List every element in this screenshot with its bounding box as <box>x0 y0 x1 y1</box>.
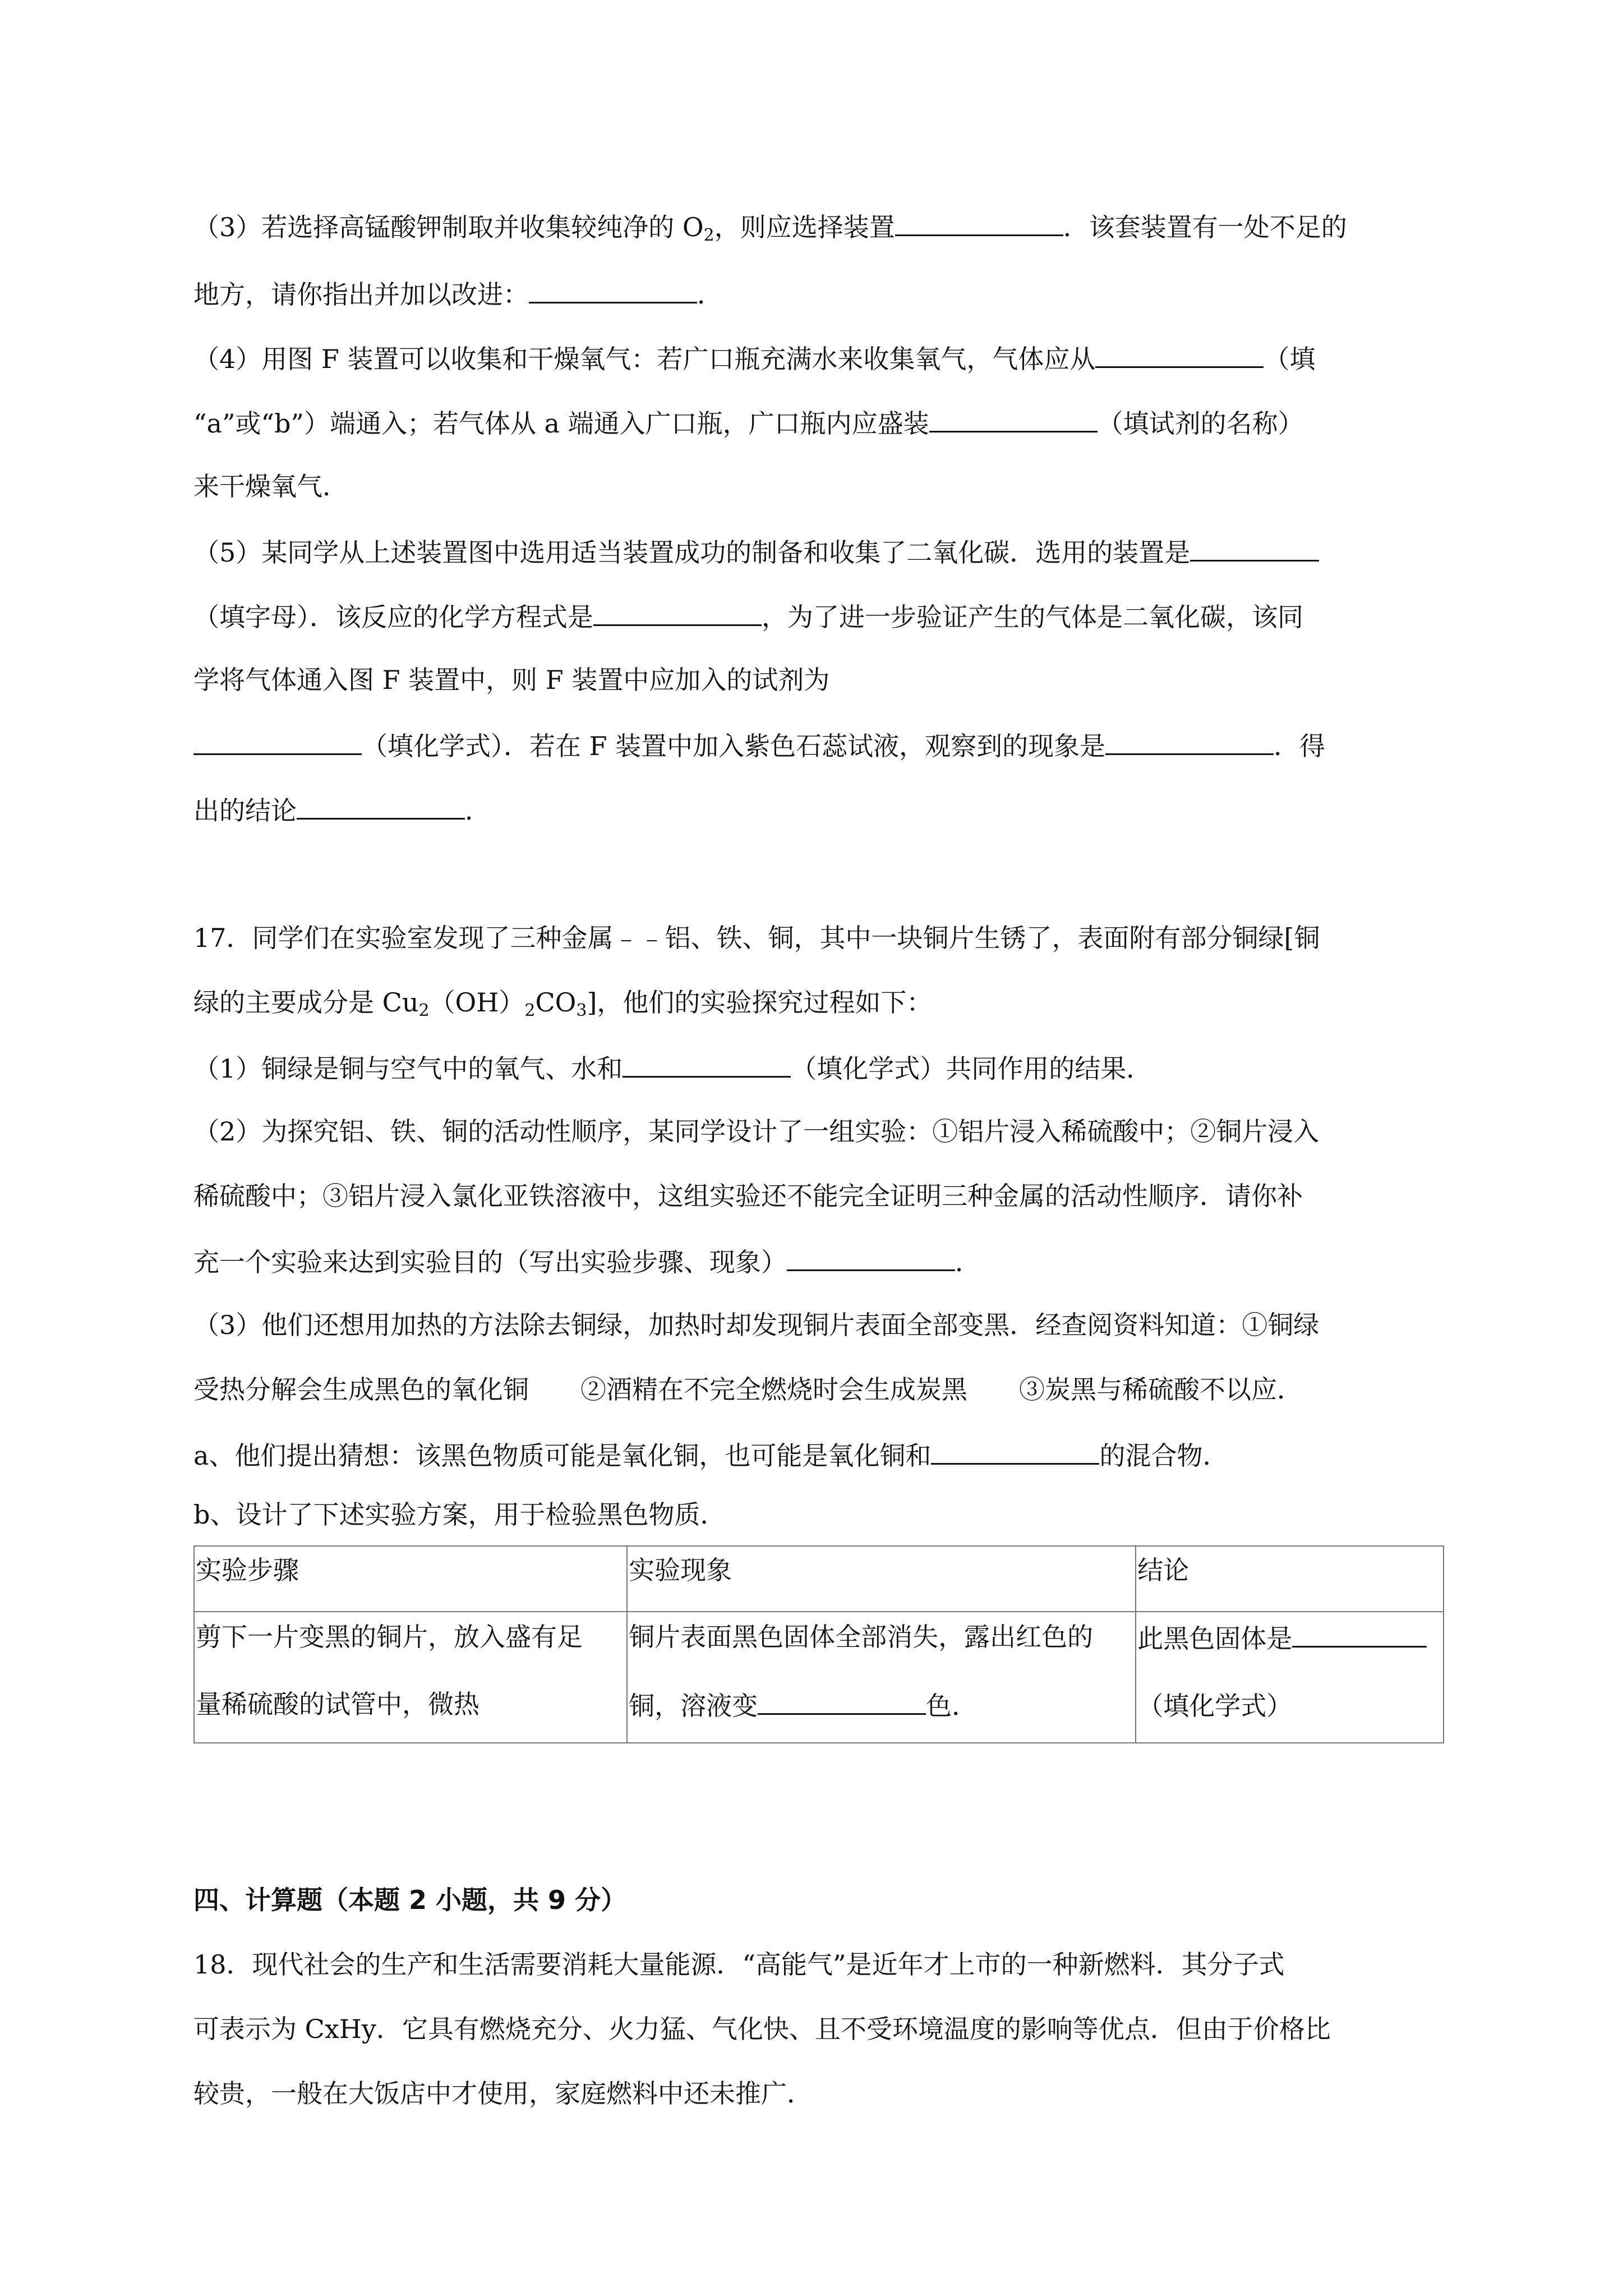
text: a、他们提出猜想：该黑色物质可能是氧化铜，也可能是氧化铜和 <box>193 1441 932 1471</box>
text: 的混合物． <box>1099 1441 1229 1471</box>
text: （填化学式） <box>1137 1691 1293 1721</box>
text: （3）他们还想用加热的方法除去铜绿，加热时却发现铜片表面全部变黑．经查阅资料知道：①铜绿 <box>193 1310 1320 1340</box>
text: 充一个实验来达到实验目的（写出实验步骤、现象） <box>193 1247 787 1277</box>
q17-part3-line2 <box>193 1372 1303 1407</box>
text: ． <box>955 1247 981 1277</box>
table-row <box>194 1612 1444 1743</box>
text: ，为了进一步验证产生的气体是二氧化碳，该同 <box>762 602 1303 632</box>
q16-part5-line3 <box>193 662 829 698</box>
text: 学将气体通入图 F 装置中，则 F 装置中应加入的试剂为 <box>193 665 830 695</box>
answer-blank[interactable] <box>895 208 1063 236</box>
q17-part-a <box>193 1436 1228 1474</box>
text: 出的结论 <box>193 795 297 826</box>
text: （3）若选择高锰酸钾制取并收集较纯净的 O <box>193 212 704 242</box>
text: （2）为探究铝、铁、铜的活动性顺序，某同学设计了一组实验：①铝片浸入稀硫酸中；②铜片浸入 <box>193 1116 1320 1147</box>
text: （OH） <box>429 987 525 1018</box>
text: （1）铜绿是铜与空气中的氧气、水和 <box>193 1053 623 1084</box>
text: （填字母）．该反应的化学方程式是 <box>193 602 593 632</box>
q16-part4-line3 <box>193 468 348 504</box>
section-heading <box>193 1882 626 1918</box>
subscript: 2 <box>418 1001 430 1020</box>
text: 四、计算题（本题 2 小题，共 9 分） <box>193 1885 627 1915</box>
subscript: 2 <box>703 226 714 245</box>
table-cell-step <box>194 1612 627 1743</box>
text: b、设计了下述实验方案，用于检验黑色物质． <box>193 1499 726 1530</box>
answer-blank[interactable] <box>623 1049 791 1078</box>
text: （填 <box>1264 344 1316 374</box>
subscript: 3 <box>576 1001 587 1020</box>
table-header-cell: 实验步骤 <box>194 1546 627 1612</box>
text: ． <box>697 279 723 310</box>
q17-part2-line3 <box>193 1243 981 1280</box>
q18-line3 <box>193 2076 813 2111</box>
text: 18．现代社会的生产和生活需要消耗大量能源．“高能气”是近年才上市的一种新燃料．其分子式 <box>193 1949 1285 1980</box>
text: CO <box>535 987 577 1018</box>
text: “a”或“b”）端通入；若气体从 a 端通入广口瓶，广口瓶内应盛装 <box>193 408 929 439</box>
text: 受热分解会生成黑色的氧化铜 ②酒精在不完全燃烧时会生成炭黑 ③炭黑与稀硫酸不以应． <box>193 1374 1303 1405</box>
text: （4）用图 F 装置可以收集和干燥氧气：若广口瓶充满水来收集氧气，气体应从 <box>193 344 1096 374</box>
table-header-row <box>194 1546 1444 1612</box>
text: 剪下一片变黑的铜片，放入盛有足 <box>196 1622 583 1652</box>
answer-blank[interactable] <box>929 404 1098 432</box>
q17-intro-line1 <box>193 920 1320 956</box>
text: 量稀硫酸的试管中，微热 <box>196 1689 479 1719</box>
answer-blank[interactable] <box>1292 1619 1427 1648</box>
text: ．该套装置有一处不足的 <box>1063 212 1347 242</box>
text: （5）某同学从上述装置图中选用适当装置成功的制备和收集了二氧化碳．选用的装置是 <box>193 537 1191 568</box>
text: （填化学式）共同作用的结果． <box>791 1053 1152 1084</box>
q17-intro-line2 <box>193 984 932 1029</box>
q16-part5-line4 <box>193 726 1325 764</box>
text: 铜片表面黑色固体全部消失，露出红色的 <box>629 1622 1094 1652</box>
text: 17．同学们在实验室发现了三种金属﹣﹣铝、铁、铜，其中一块铜片生锈了，表面附有部分铜绿[铜 <box>193 923 1320 953</box>
answer-blank[interactable] <box>758 1686 926 1715</box>
text: （填化学式）．若在 F 装置中加入紫色石蕊试液，观察到的现象是 <box>362 731 1106 761</box>
q17-part2-line1 <box>193 1114 1319 1149</box>
text: 较贵，一般在大饭店中才使用，家庭燃料中还未推广． <box>193 2078 813 2109</box>
q16-part5-line2 <box>193 597 1303 635</box>
q16-part4-line2 <box>193 404 1304 441</box>
q16-part4-line1 <box>193 339 1315 377</box>
answer-blank[interactable] <box>1190 533 1319 562</box>
text: 可表示为 CxHy．它具有燃烧充分、火力猛、气化快、且不受环境温度的影响等优点．但由于价格比 <box>193 2014 1331 2044</box>
text: ]，他们的实验探究过程如下： <box>587 987 933 1018</box>
text: 铜，溶液变 <box>629 1691 758 1721</box>
q17-part3-line1 <box>193 1307 1319 1343</box>
q17-part2-line2 <box>193 1178 1303 1214</box>
text: （填试剂的名称） <box>1097 408 1304 439</box>
text: 绿的主要成分是 Cu <box>193 987 419 1018</box>
q17-part-b <box>193 1497 726 1533</box>
text: ．得 <box>1274 731 1326 761</box>
q16-part5-line5 <box>193 791 491 829</box>
q16-part3-line2 <box>193 275 723 312</box>
experiment-table <box>193 1545 1444 1743</box>
text: 稀硫酸中；③铝片浸入氯化亚铁溶液中，这组实验还不能完全证明三种金属的活动性顺序．请你补 <box>193 1181 1303 1211</box>
q16-part5-line1 <box>193 533 1319 570</box>
answer-blank[interactable] <box>1105 726 1274 755</box>
text: ，则应选择装置 <box>714 212 895 242</box>
q18-line2 <box>193 2011 1331 2047</box>
answer-blank[interactable] <box>297 791 465 820</box>
table-cell-conclusion <box>1136 1612 1444 1743</box>
text: 此黑色固体是 <box>1137 1623 1293 1654</box>
answer-blank[interactable] <box>593 597 762 626</box>
answer-blank[interactable] <box>1095 339 1264 368</box>
answer-blank[interactable] <box>931 1436 1099 1465</box>
text: 色． <box>926 1691 978 1721</box>
table-cell-observation <box>627 1612 1136 1743</box>
answer-blank[interactable] <box>787 1243 955 1271</box>
table-header-cell: 结论 <box>1136 1546 1444 1612</box>
table-header-cell: 实验现象 <box>627 1546 1136 1612</box>
text: 地方，请你指出并加以改进： <box>193 279 529 310</box>
text: 来干燥氧气． <box>193 471 348 501</box>
q18-line1 <box>193 1947 1285 1982</box>
answer-blank[interactable] <box>529 275 697 303</box>
q17-part1 <box>193 1049 1152 1087</box>
answer-blank[interactable] <box>193 726 362 755</box>
text: ． <box>465 795 491 826</box>
q16-part3-line1 <box>193 208 1347 254</box>
subscript: 2 <box>524 1001 536 1020</box>
